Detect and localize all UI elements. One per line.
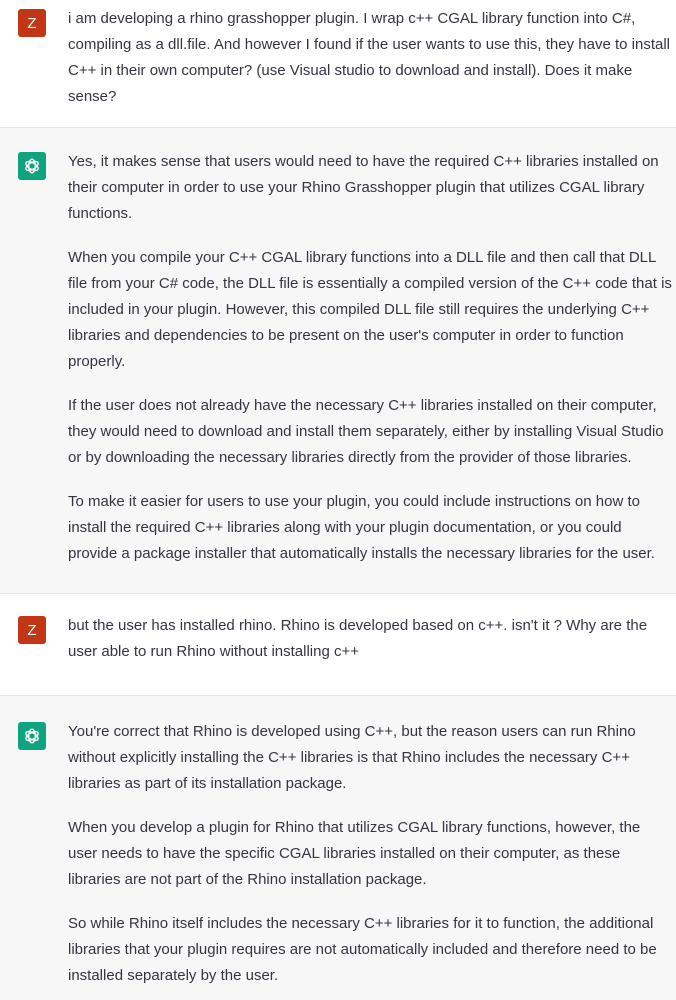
message-paragraph: Yes, it makes sense that users would need to have the required C++ libraries installed on their computer in order to use your Rhino Grasshopper plugin that utilizes CGAL library functions. xyxy=(68,153,659,222)
message-paragraph: To make it easier for users to use your plugin, you could include instructions on how to install the required C++ libraries along with your plugin documentation, or you could provide a package installer that automatically installs the necessary libraries for the user. xyxy=(68,493,655,562)
message-content xyxy=(68,6,676,110)
message-paragraph: You're correct that Rhino is developed using C++, but the reason users can run Rhino without explicitly installing the C++ libraries is that Rhino includes the necessary C++ libraries as part of its installation package. xyxy=(68,723,636,792)
message-content xyxy=(68,719,676,989)
assistant-message xyxy=(0,696,676,1000)
user-message xyxy=(0,0,676,128)
message-paragraph: When you compile your C++ CGAL library functions into a DLL file and then call that DLL file from your C# code, the DLL file is essentially a compiled version of the C++ code that is included in your plugin. However, this compiled DLL file still requires the underlying C++ libraries and dependencies to be present on the user's computer in order to function properly. xyxy=(68,249,672,370)
user-message xyxy=(0,594,676,696)
assistant-message xyxy=(0,128,676,594)
user-avatar-letter: Z xyxy=(27,621,37,639)
openai-logo-icon xyxy=(22,156,42,176)
message-content xyxy=(68,149,676,567)
assistant-avatar xyxy=(18,152,46,180)
openai-logo-icon xyxy=(22,726,42,746)
user-avatar xyxy=(18,9,46,37)
message-paragraph: So while Rhino itself includes the necessary C++ libraries for it to function, the additional libraries that your plugin requires are not automatically included and therefore need to be installed separately by the user. xyxy=(68,915,657,984)
message-content xyxy=(68,613,676,665)
user-avatar xyxy=(18,616,46,644)
message-paragraph: but the user has installed rhino. Rhino is developed based on c++. isn't it ? Why are the user able to run Rhino without installing c++ xyxy=(68,617,648,660)
message-paragraph: If the user does not already have the necessary C++ libraries installed on their computer, they would need to download and install them separately, either by installing Visual Studio or by downloading the necessary libraries directly from the provider of those libraries. xyxy=(68,397,664,466)
message-paragraph: i am developing a rhino grasshopper plugin. I wrap c++ CGAL library function into C#, compiling as a dll.file. And however I found if the user wants to use this, they have to install C++ in their own computer? (use Visual studio to download and install). Does it make sense? xyxy=(68,10,670,105)
message-paragraph: When you develop a plugin for Rhino that utilizes CGAL library functions, however, the user needs to have the specific CGAL libraries installed on their computer, as these libraries are not part of the Rhino installation package. xyxy=(68,819,641,888)
user-avatar-letter: Z xyxy=(27,14,37,32)
assistant-avatar xyxy=(18,722,46,750)
